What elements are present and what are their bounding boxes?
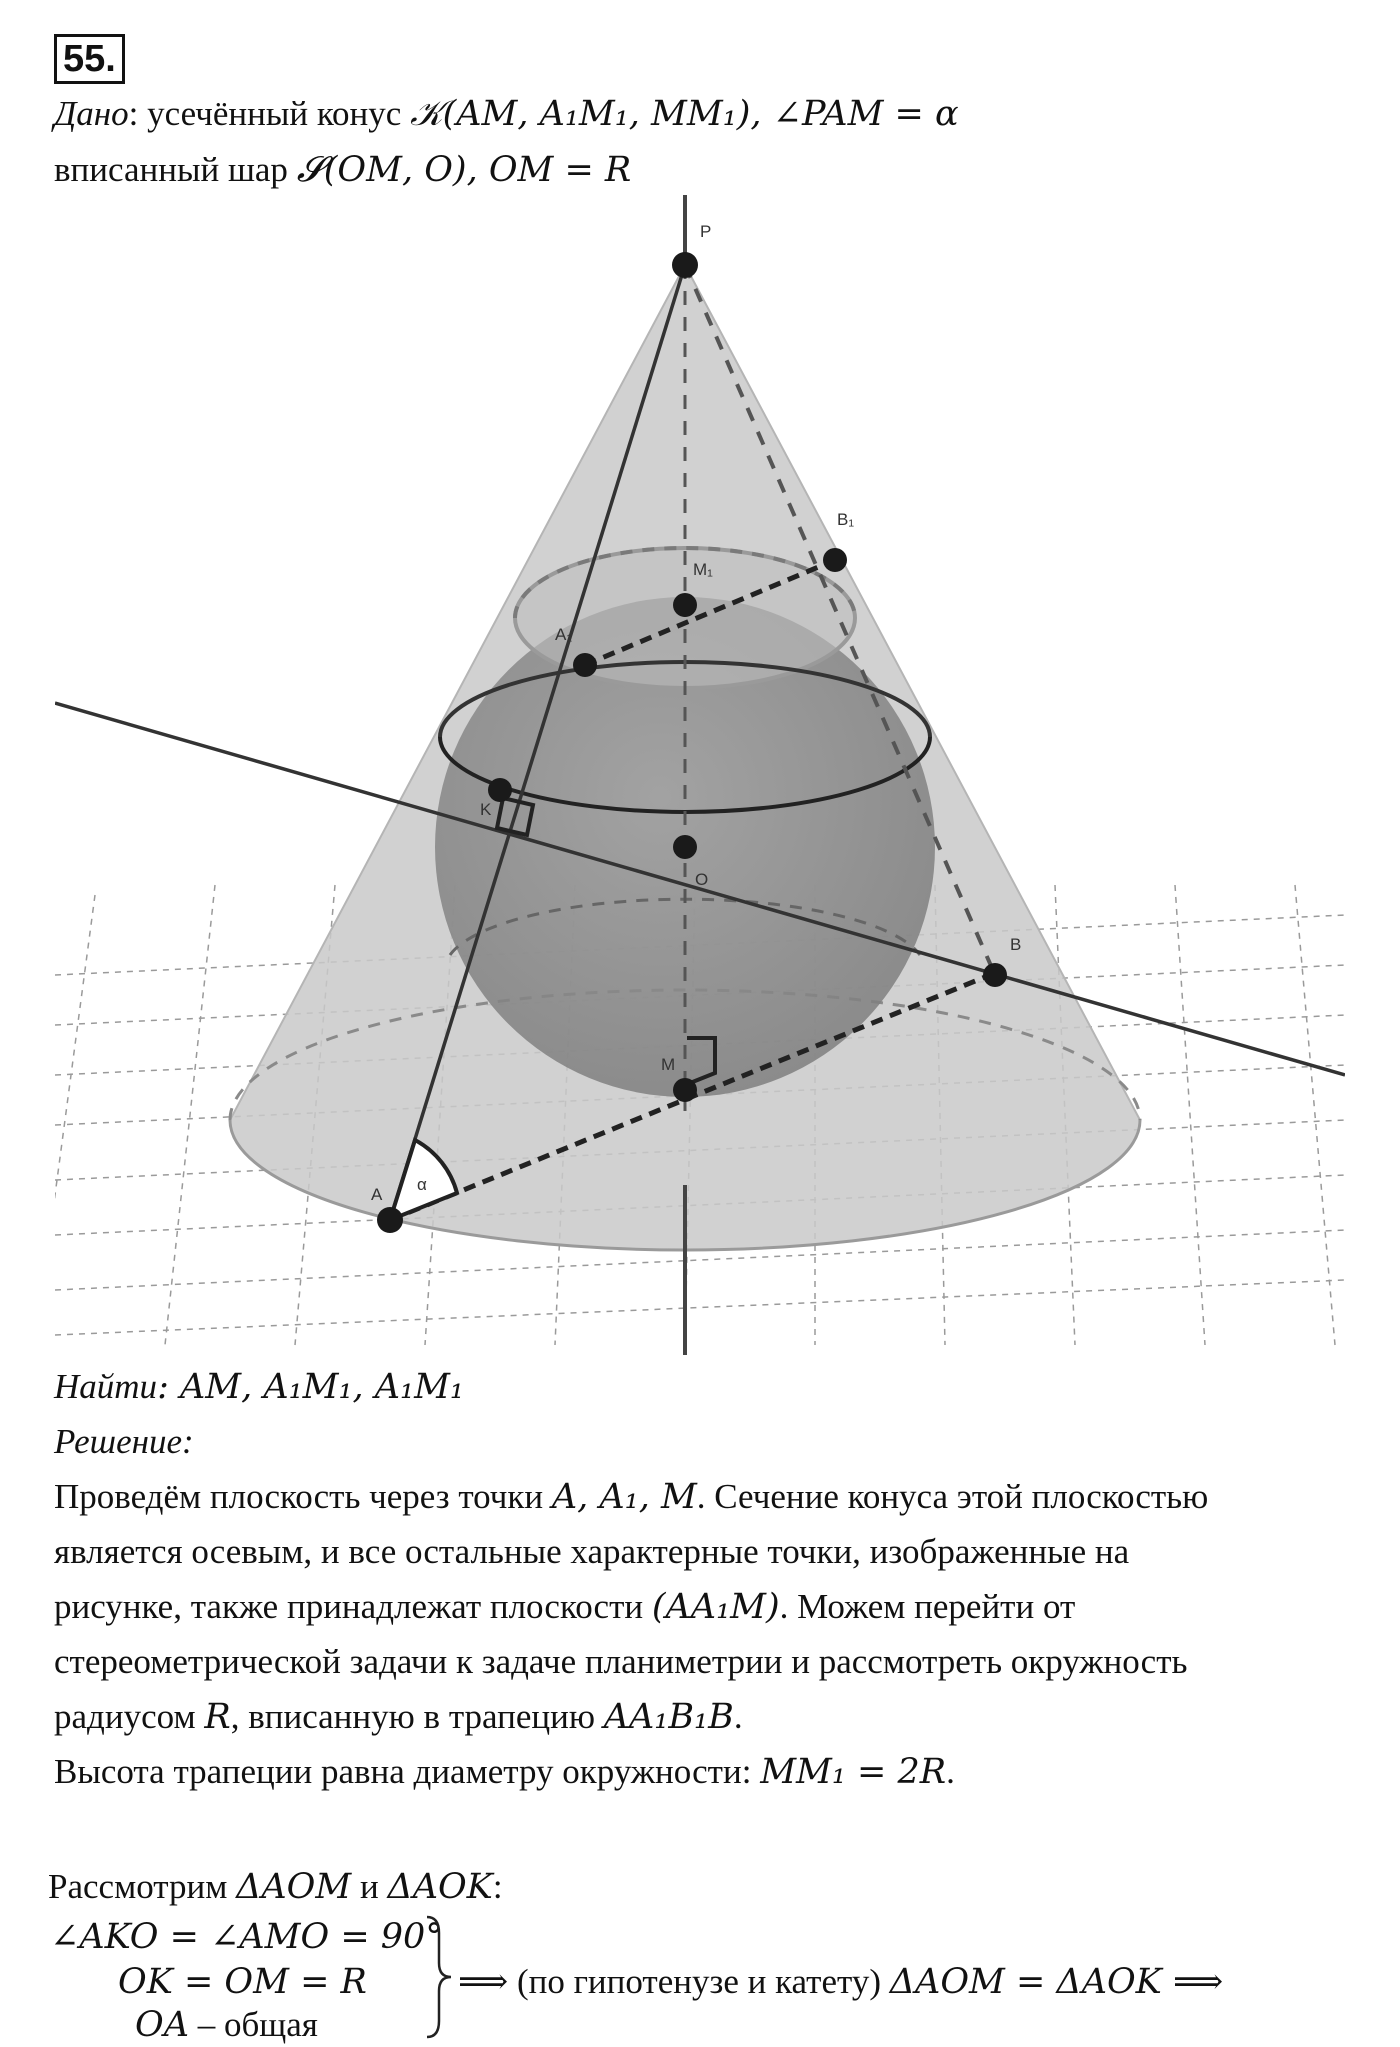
- label-M1: M₁: [693, 560, 713, 579]
- find-label: Найти: [54, 1367, 158, 1406]
- paragraph-line-3: [54, 1585, 1075, 1629]
- label-K: K: [480, 800, 492, 819]
- p3-text: рисунке, также принадлежат плоскости: [54, 1587, 652, 1626]
- label-A: A: [371, 1185, 383, 1204]
- paragraph-line-6: [54, 1750, 955, 1794]
- p5-tail2: .: [733, 1697, 743, 1736]
- point-K: [488, 778, 512, 802]
- paragraph-line-4: [54, 1640, 1187, 1684]
- given-line2-math: 𝓢(OM, O), OM = R: [296, 150, 632, 190]
- paragraph-line-1: [54, 1475, 1208, 1519]
- find-line: [54, 1365, 464, 1409]
- given-label: Дано: [54, 94, 129, 133]
- problem-number: 55.: [54, 34, 125, 84]
- system-brace: [425, 1915, 455, 2039]
- label-O: O: [695, 870, 709, 889]
- consider-mid: и: [351, 1867, 388, 1906]
- given-line-2: [54, 148, 631, 192]
- paragraph-line-5: [54, 1695, 743, 1739]
- label-P: P: [700, 222, 712, 241]
- system-line-3: [135, 2003, 318, 2047]
- p6-math: MM₁ = 2R: [760, 1752, 947, 1792]
- point-A: [377, 1207, 403, 1233]
- consider-line: [48, 1865, 503, 1909]
- system-conclusion: [458, 1960, 1223, 2004]
- point-P: [672, 252, 698, 278]
- find-math: : AM, A₁M₁, A₁M₁: [157, 1367, 464, 1407]
- system-line-2: OK = OM = R: [118, 1962, 367, 2002]
- p5-text: радиусом: [54, 1697, 205, 1736]
- point-O: [673, 835, 697, 859]
- consider-text: Рассмотрим: [48, 1867, 237, 1906]
- conclusion-text: (по гипотенузе и катету): [508, 1962, 890, 2001]
- label-M: M: [661, 1055, 676, 1074]
- given-line1-prefix: : усечённый конус: [128, 94, 411, 133]
- p6-text: Высота трапеции равна диаметру окружности:: [54, 1752, 761, 1791]
- conclusion-arrow: ⟹: [458, 1962, 509, 2001]
- point-A1: [573, 653, 597, 677]
- solution-label-text: Решение: [54, 1422, 183, 1461]
- p2-text: является осевым, и все остальные характерные точки, изображенные на: [54, 1532, 1130, 1571]
- solution-colon: :: [182, 1422, 194, 1461]
- p5-math: R: [204, 1697, 231, 1737]
- p6-tail: .: [946, 1752, 955, 1791]
- label-B1: B₁: [837, 510, 855, 529]
- p5-math2: AA₁B₁B: [603, 1697, 734, 1737]
- given-line-1: [54, 92, 959, 136]
- consider-tail: :: [492, 1867, 503, 1906]
- given-line2-prefix: вписанный шар: [54, 150, 297, 189]
- consider-math1: ΔAOM: [236, 1867, 352, 1907]
- p1-text: Проведём плоскость через точки: [54, 1477, 552, 1516]
- paragraph-line-2: [54, 1530, 1129, 1574]
- p3-math: (AA₁M): [651, 1587, 780, 1627]
- point-B1: [823, 548, 847, 572]
- solution-label: [54, 1420, 194, 1464]
- consider-math2: ΔAOK: [387, 1867, 493, 1907]
- p3-tail: . Можем перейти от: [779, 1587, 1076, 1626]
- p1-tail: . Сечение конуса этой плоскостью: [696, 1477, 1209, 1516]
- p4-text: стереометрической задачи к задаче планиметрии и рассмотреть окружность: [54, 1642, 1188, 1681]
- point-M: [673, 1078, 697, 1102]
- given-line1-math: 𝒦(AM, A₁M₁, MM₁), ∠PAM = α: [410, 94, 959, 134]
- p5-tail: , вписанную в трапецию: [230, 1697, 604, 1736]
- truncated-cone-figure: [55, 195, 1345, 1355]
- conclusion-math: ΔAOM = ΔAOK ⟹: [889, 1962, 1224, 2002]
- label-A1: A₁: [555, 625, 573, 644]
- label-B: B: [1010, 935, 1022, 954]
- system-line-1: ∠AKO = ∠AMO = 90°: [50, 1917, 443, 1957]
- system-line3-math: OA: [135, 2005, 189, 2045]
- p1-math: A, A₁, M: [551, 1477, 697, 1517]
- system-line3-text: – общая: [188, 2005, 318, 2044]
- point-M1: [673, 593, 697, 617]
- point-B: [983, 963, 1007, 987]
- label-alpha: α: [417, 1175, 427, 1194]
